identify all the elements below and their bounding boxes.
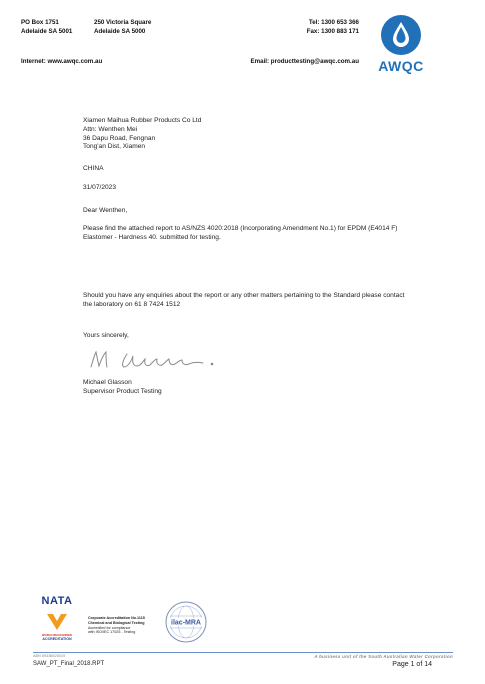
nata-check-icon <box>45 608 69 632</box>
accreditation-line: Accredited for compliance <box>88 625 131 630</box>
tel: Tel: 1300 653 366 <box>308 19 359 26</box>
awqc-logo <box>374 14 428 76</box>
address-line: Xiamen Maihua Rubber Products Co Ltd <box>83 117 202 124</box>
salutation: Dear Wenthen, <box>83 207 128 214</box>
street-city: Adelaide SA 5000 <box>94 27 146 35</box>
page-number: Page 1 of 14 <box>392 661 432 668</box>
nata-wordmark: NATA <box>41 595 73 607</box>
ilac-text: ilac-MRA <box>171 619 201 627</box>
signer-block <box>83 379 162 397</box>
address-line: Tong'an Dist, Xiamen <box>83 143 146 151</box>
body-paragraph-enquiries: Should you have any enquiries about the report or any other matters pertaining to the Standard please contact the laboratory on 61 8 7424 1512 <box>83 292 405 308</box>
abn: ABN 69336525019 <box>33 654 66 658</box>
signer-title: Supervisor Product Testing <box>83 387 162 395</box>
handwritten-signature <box>83 342 283 378</box>
accreditation-field: Chemical and Biological Testing <box>88 620 145 625</box>
footer-divider <box>33 652 453 653</box>
signer-name: Michael Glasson <box>83 379 132 386</box>
header-postal-address <box>21 19 72 36</box>
street: 250 Victoria Square <box>94 19 152 26</box>
header-internet: Internet: www.awqc.com.au <box>21 58 103 65</box>
body-paragraph-report: Please find the attached report to AS/NZS 4020:2018 (Incorporating Amendment No.1) for EPDM (E4014 F) Elastomer - Hardness 40. submitted for testing. <box>83 225 398 241</box>
header-street-address <box>94 19 151 36</box>
fax: Fax: 1300 883 171 <box>306 27 359 35</box>
nata-accreditation-label: ACCREDITATION <box>42 637 72 641</box>
recipient-country: CHINA <box>83 165 104 172</box>
header-phone <box>307 19 359 36</box>
accreditation-number: Corporate Accreditation No.1115 <box>88 616 145 620</box>
water-drop-icon <box>374 14 428 58</box>
accreditation-details <box>88 616 145 635</box>
address-line: 36 Dapu Road, Fengnan <box>83 134 156 142</box>
header-email: Email: producttesting@awqc.com.au <box>250 58 359 65</box>
logo-text: AWQC <box>378 58 424 74</box>
postal-city: Adelaide SA 5001 <box>21 27 73 35</box>
letter-date: 31/07/2023 <box>83 184 117 191</box>
address-line: Attn: Wenthen Mei <box>83 125 138 133</box>
corporate-tagline: A business unit of the South Australian Water Corporation <box>314 654 453 659</box>
ilac-mra-logo <box>164 600 208 644</box>
nata-logo <box>34 595 80 645</box>
file-name: SAW_PT_Final_2018.RPT <box>33 661 105 667</box>
nata-subtitle: WORLD RECOGNISED <box>41 633 73 637</box>
accreditation-line: with ISO/IEC 17025 - Testing <box>88 630 136 635</box>
recipient-address <box>83 117 201 152</box>
closing: Yours sincerely, <box>83 332 129 339</box>
po-box: PO Box 1751 <box>21 19 59 26</box>
